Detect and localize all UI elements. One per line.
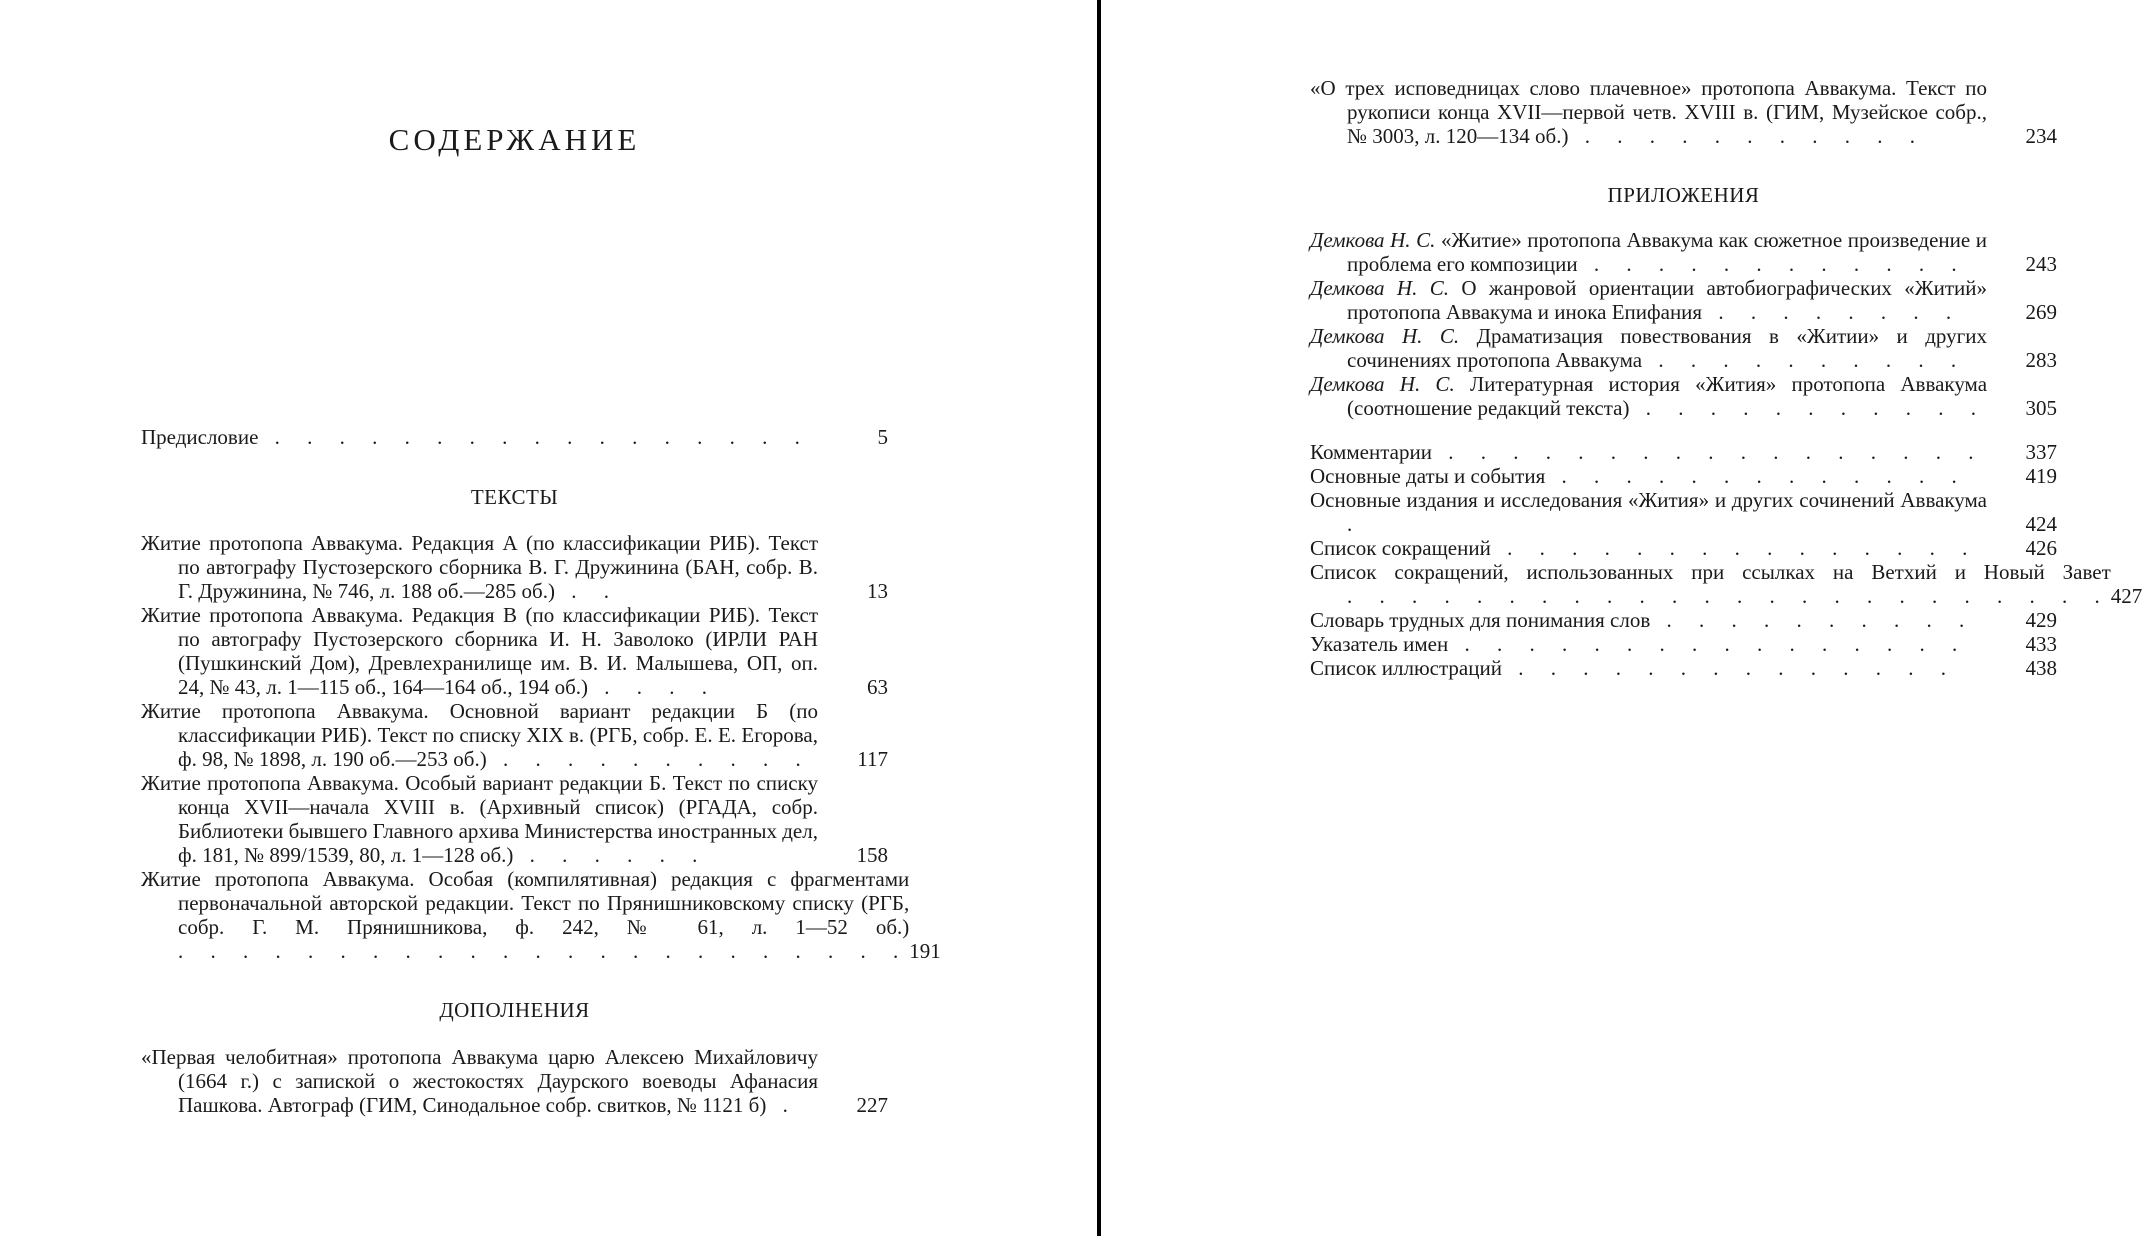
toc-entry-page: 429 <box>2025 608 2057 632</box>
toc-entry[interactable]: Житие протопопа Аввакума. Особый вариант редакции Б. Текст по списку конца XVII—начала XVIII в. (Архивный список) (РГАДА, собр. Библиотеки бывшего Главного архива Министерства иностранных дел, ф. 181, № 899/1539, 80, л. 1—128 об.) . . . . . . 158 <box>141 771 888 867</box>
toc-entry-page: 158 <box>856 843 888 867</box>
toc-entry[interactable]: Житие протопопа Аввакума. Основной вариант редакции Б (по классификации РИБ). Текст по списку XIX в. (РГБ, собр. Е. Е. Егорова, ф. 98, № 1898, л. 190 об.—253 об.) . . . . . . . . . . 117 <box>141 699 888 771</box>
other-list <box>1310 440 2143 680</box>
toc-entry-preface[interactable]: Предисловие . . . . . . . . . . . . . . . . . 5 <box>141 425 888 449</box>
toc-entry-text: Литературная история «Жития» протопопа Аввакума (соотношение редакций текста) <box>1347 372 1988 420</box>
toc-entry[interactable]: Житие протопопа Аввакума. Особая (компилятивная) редакция с фрагментами первоначальной авторской редакции. Текст по Прянишниковскому списку (РГБ, собр. Г. М. Прянишникова, ф. 242, № 61, л. 1—52 об.) . . . . . . . . . . . . . . . . . . . . . . . 191 <box>141 867 941 963</box>
toc-entry-author: Демкова Н. С. <box>1310 324 1460 348</box>
toc-entry-text: Житие протопопа Аввакума. Редакция В (по классификации РИБ). Текст по автографу Пустозерского сборника И. Н. Заволоко (ИРЛИ РАН (Пушкинский Дом), Древлехранилище им. В. И. Малышева, ОП, оп. 24, № 43, л. 1—115 об., 164—164 об., 194 об.) <box>141 603 818 699</box>
section-heading-texts: ТЕКСТЫ <box>470 485 559 509</box>
toc-entry[interactable]: Словарь трудных для понимания слов . . . . . . . . . . 429 <box>1310 608 2057 632</box>
toc-entry-page: 433 <box>2025 632 2057 656</box>
toc-entry-page: 191 <box>909 939 941 963</box>
right-page <box>1104 0 2149 1236</box>
texts-list <box>141 531 941 963</box>
toc-entry-text: О жанровой ориентации автобиографических «Житий» протопопа Аввакума и инока Епифания <box>1347 276 1988 324</box>
toc-entry-text: Комментарии <box>1310 440 1432 464</box>
toc-entry-page: 419 <box>2025 464 2057 488</box>
toc-entry-text: Основные издания и исследования «Жития» и других сочинений Аввакума <box>1310 488 1987 512</box>
toc-entry-page: 269 <box>2025 300 2057 324</box>
toc-entry[interactable]: Житие протопопа Аввакума. Редакция А (по классификации РИБ). Текст по автографу Пустозерского сборника В. Г. Дружинина (БАН, собр. В. Г. Дружинина, № 746, л. 188 об.—285 об.) . . 13 <box>141 531 888 603</box>
toc-entry-text: Словарь трудных для понимания слов <box>1310 608 1651 632</box>
toc-entry-page: 337 <box>2025 440 2057 464</box>
toc-entry-text: Житие протопопа Аввакума. Особый вариант редакции Б. Текст по списку конца XVII—начала XVIII в. (Архивный список) (РГАДА, собр. Библиотеки бывшего Главного архива Министерства иностранных дел, ф. 181, № 899/1539, 80, л. 1—128 об.) <box>141 771 818 867</box>
toc-entry-text: Основные даты и события <box>1310 464 1546 488</box>
toc-entry-page: 234 <box>2025 124 2057 148</box>
toc-entry-text: Предисловие <box>141 425 259 449</box>
page-divider <box>1097 0 1101 1236</box>
toc-entry[interactable]: «Первая челобитная» протопопа Аввакума царю Алексею Михайловичу (1664 г.) с запиской о жестокостях Даурского воеводы Афанасия Пашкова. Автограф (ГИМ, Синодальное собр. свитков, № 1121 б) . 227 <box>141 1045 888 1117</box>
toc-entry-author: Демкова Н. С. <box>1310 372 1455 396</box>
toc-entry-author: Демкова Н. С. <box>1310 276 1449 300</box>
toc-entry[interactable]: Указатель имен . . . . . . . . . . . . . . . . 433 <box>1310 632 2057 656</box>
toc-entry-author: Демкова Н. С. <box>1310 228 1436 252</box>
toc-entry-text: Список сокращений <box>1310 536 1491 560</box>
appendix-list <box>1310 228 2057 420</box>
toc-entry-text: Житие протопопа Аввакума. Редакция А (по классификации РИБ). Текст по автографу Пустозерского сборника В. Г. Дружинина (БАН, собр. В. Г. Дружинина, № 746, л. 188 об.—285 об.) <box>141 531 818 603</box>
toc-entry-text: Указатель имен <box>1310 632 1449 656</box>
toc-entry-text: «Первая челобитная» протопопа Аввакума царю Алексею Михайловичу (1664 г.) с запиской о жестокостях Даурского воеводы Афанасия Пашкова. Автограф (ГИМ, Синодальное собр. свитков, № 1121 б) <box>141 1045 818 1117</box>
toc-entry[interactable]: Список иллюстраций . . . . . . . . . . . . . . 438 <box>1310 656 2057 680</box>
toc-entry-page: 438 <box>2025 656 2057 680</box>
additions-list <box>141 1045 888 1117</box>
section-heading-appendix: ПРИЛОЖЕНИЯ <box>1607 183 1760 207</box>
page-title: СОДЕРЖАНИЕ <box>388 122 641 157</box>
toc-entry-text: Житие протопопа Аввакума. Особая (компилятивная) редакция с фрагментами первоначальной авторской редакции. Текст по Прянишниковскому списку (РГБ, собр. Г. М. Прянишникова, ф. 242, № 61, л. 1—52 об.) <box>141 867 910 939</box>
toc-entry[interactable]: Демкова Н. С. О жанровой ориентации автобиографических «Житий» протопопа Аввакума и инока Епифания . . . . . . . . 269 <box>1310 276 2057 324</box>
toc-entry-text: «Житие» протопопа Аввакума как сюжетное произведение и проблема его композиции <box>1347 228 1987 276</box>
toc-entry-page: 305 <box>2025 396 2057 420</box>
toc-entry[interactable]: Список сокращений, использованных при ссылках на Ветхий и Новый Завет . . . . . . . . . . . . . . . . . . . . . . . . 427 <box>1310 560 2143 608</box>
toc-entry-page: 427 <box>2110 584 2143 608</box>
toc-entry[interactable]: Основные даты и события . . . . . . . . . . . . . 419 <box>1310 464 2057 488</box>
toc-entry-page: 243 <box>2025 252 2057 276</box>
toc-entry-page: 117 <box>857 747 888 771</box>
toc-entry[interactable]: Демкова Н. С. Литературная история «Жития» протопопа Аввакума (соотношение редакций текста) . . . . . . . . . . . 305 <box>1310 372 2057 420</box>
toc-entry-page: 5 <box>877 425 888 449</box>
toc-entry-text: Драматизация повествования в «Житии» и других сочинениях протопопа Аввакума <box>1347 324 1988 372</box>
toc-entry-text: Список иллюстраций <box>1310 656 1502 680</box>
toc-entry-text: «О трех исповедницах слово плачевное» протопопа Аввакума. Текст по рукописи конца XVII—первой четв. XVIII в. (ГИМ, Музейское собр., № 3003, л. 120—134 об.) <box>1310 76 1987 148</box>
toc-entry-page: 424 <box>2025 512 2057 536</box>
toc-entry-text: Список сокращений, использованных при ссылках на Ветхий и Новый Завет <box>1310 560 2111 584</box>
toc-entry[interactable]: Комментарии . . . . . . . . . . . . . . . . . 337 <box>1310 440 2057 464</box>
toc-entry-page: 13 <box>867 579 888 603</box>
top-entry-block <box>1310 76 2057 148</box>
toc-entry[interactable]: Демкова Н. С. «Житие» протопопа Аввакума как сюжетное произведение и проблема его композиции . . . . . . . . . . . . 243 <box>1310 228 2057 276</box>
toc-entry-page: 63 <box>867 675 888 699</box>
toc-entry[interactable]: Житие протопопа Аввакума. Редакция В (по классификации РИБ). Текст по автографу Пустозерского сборника И. Н. Заволоко (ИРЛИ РАН (Пушкинский Дом), Древлехранилище им. В. И. Малышева, ОП, оп. 24, № 43, л. 1—115 об., 164—164 об., 194 об.) . . . . 63 <box>141 603 888 699</box>
toc-entry[interactable]: Список сокращений . . . . . . . . . . . . . . . 426 <box>1310 536 2057 560</box>
toc-entry[interactable]: Основные издания и исследования «Жития» и других сочинений Аввакума . 424 <box>1310 488 2057 536</box>
toc-entry[interactable]: Демкова Н. С. Драматизация повествования в «Житии» и других сочинениях протопопа Аввакума . . . . . . . . . . 283 <box>1310 324 2057 372</box>
toc-entry-page: 227 <box>856 1093 888 1117</box>
preface-block <box>141 425 888 449</box>
toc-entry-page: 283 <box>2025 348 2057 372</box>
toc-entry-text: Житие протопопа Аввакума. Основной вариант редакции Б (по классификации РИБ). Текст по списку XIX в. (РГБ, собр. Е. Е. Егорова, ф. 98, № 1898, л. 190 об.—253 об.) <box>141 699 818 771</box>
section-heading-additions: ДОПОЛНЕНИЯ <box>439 998 590 1022</box>
toc-entry[interactable]: «О трех исповедницах слово плачевное» протопопа Аввакума. Текст по рукописи конца XVII—первой четв. XVIII в. (ГИМ, Музейское собр., № 3003, л. 120—134 об.) . . . . . . . . . . . 234 <box>1310 76 2057 148</box>
toc-entry-page: 426 <box>2025 536 2057 560</box>
